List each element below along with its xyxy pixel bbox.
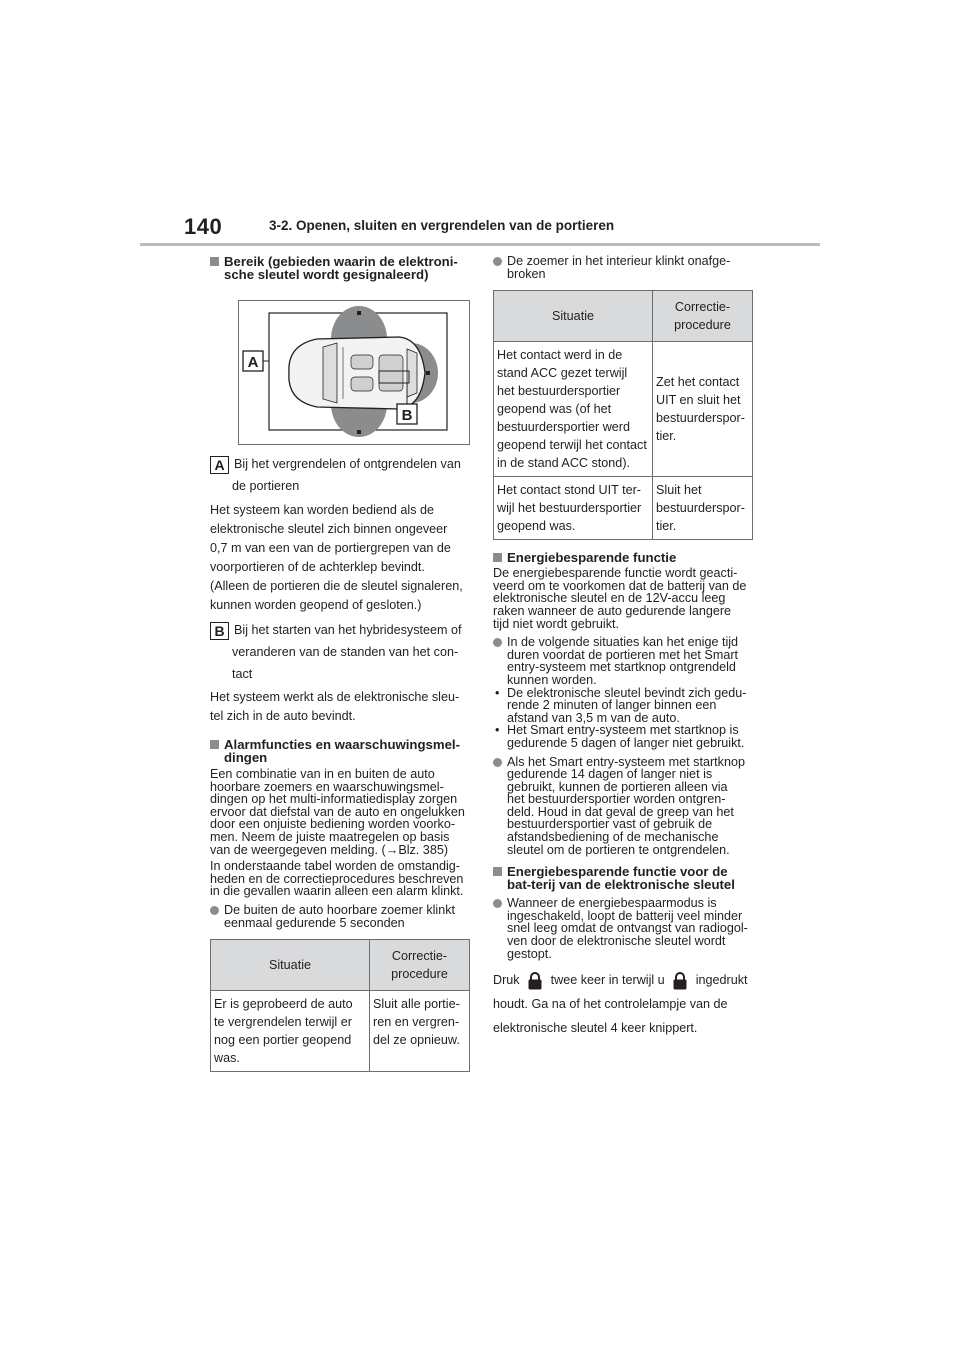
round-bullet-icon <box>493 899 502 908</box>
dash-item: • De elektronische sleutel bevindt zich gedu- rende 2 minuten of langer binnen een afstand van 3,5 m van de auto. <box>495 685 747 725</box>
item-a: A Bij het vergrendelen of ontgrendelen van <box>210 453 470 475</box>
alarm-heading: Alarmfuncties en waarschuwingsmel-dingen <box>210 738 470 764</box>
square-bullet-icon <box>210 257 219 266</box>
table-row <box>494 342 753 477</box>
table-row <box>494 477 753 540</box>
outside-buzzer-table <box>210 939 470 1072</box>
table-cell-situation: Er is geprobeerd de auto te vergrendelen terwijl er nog een portier geopend was. <box>211 991 370 1072</box>
alarm-paragraph: Een combinatie van in en buiten de auto hoorbare zoemers en waarschuwingsmel- dingen op het multi-informatiedisplay zorgen ervoor dat diefstal van de auto en ongelukken door een onjuiste bediening worden voorko- men. Neem de juiste maatregelen op basis van de weergegeven melding. (→Blz. 385) <box>210 767 465 857</box>
energy-14-days-bullet: Als het Smart entry-systeem met startknop gedurende 14 dagen of langer niet is gebruikt, kunnen de portieren alleen via het bestuurdersportier worden ontgren- deld. Houd in dat geval de greep van het bestuurdersportier vast of gebruik de afstandsbediening of de mechanische sleutel om de portieren te ontgrendelen. <box>493 756 753 857</box>
key-energy-heading: Energiebesparende functie voor de bat-terij van de elektronische sleutel <box>493 865 753 891</box>
round-bullet-icon <box>493 638 502 647</box>
key-energy-bullet: Wanneer de energiebespaarmodus is ingeschakeld, loopt de batterij veel minder snel leeg omdat de ontvangst van radiogol- ven door de elektronische sleutel wordt gestopt. <box>493 897 753 960</box>
table-intro-paragraph: In onderstaande tabel worden de omstandig- heden en de correctieprocedures beschreven in die gevallen waarin alleen een alarm klinkt. <box>210 859 464 899</box>
range-heading: Bereik (gebieden waarin de elektroni-sche sleutel wordt gesignaleerd) <box>210 255 470 281</box>
table-header-correction: Correctie- procedure <box>370 940 470 991</box>
left-column: Bereik (gebieden waarin de elektroni-sche sleutel wordt gesignaleerd) A B A Bij het vergrendelen of ontgrendelen van de portieren Het systeem kan worden bediend als de elektronische sleutel zich binnen ongeveer 0,7 m van een van de portiergrepen van de voorportieren of de achterklep bevindt. (Alleen de portieren die de sleutel signaleren, kunnen worden geopend of gesloten.) B Bij het starten van het hybridesysteem of veranderen van de standen van het con- tact Het systeem werkt als de elektronische sleu- tel zich in de auto bevindt. Alarmfuncties en waarschuwingsmel-dingen Een combinatie van in en buiten de auto hoorbare zoemers en waarschuwingsmel- dingen op het multi-informatiedisplay zorgen ervoor dat diefstal van de auto en ongelukken door een onjuiste bediening worden voorko- men. Neem de juiste maatregelen op basis van de weergegeven melding. (→Blz. 385) In onderstaande tabel worden de omstandig- heden en de correctieprocedures beschreven in die gevallen waarin alleen een alarm klinkt. De buiten de auto hoorbare zoemer klinkt eenmaal gedurende 5 seconden Situatie Correctie- procedure Er is geprobeerd de auto te vergrendelen terwijl er nog een portier geopend was. Sluit alle portie- ren en vergren- del ze opnieuw. <box>210 255 470 1072</box>
table-cell-correction: Zet het contact UIT en sluit het bestuurderspor- tier. <box>653 342 753 477</box>
press-instruction: Druk twee keer in terwijl u ingedrukt houdt. Ga na of het controlelampje van de elektronische sleutel 4 keer knippert. <box>493 968 753 1040</box>
callout-a-badge: A <box>210 456 229 474</box>
dash-bullet-icon: • <box>495 723 500 738</box>
round-bullet-icon <box>210 906 219 915</box>
square-bullet-icon <box>493 867 502 876</box>
item-b: B Bij het starten van het hybridesysteem of <box>210 619 470 641</box>
range-paragraph: Het systeem kan worden bediend als de elektronische sleutel zich binnen ongeveer 0,7 m van een van de portiergrepen van de voorportieren of de achterklep bevindt. (Alleen de portieren die de sleutel signaleren, kunnen worden geopend of gesloten.) <box>210 503 463 612</box>
round-bullet-icon <box>493 758 502 767</box>
table-cell-situation: Het contact stond UIT ter- wijl het bestuurdersportier geopend was. <box>494 477 653 540</box>
table-header-situation: Situatie <box>494 291 653 342</box>
buzzer-outside-bullet: De buiten de auto hoorbare zoemer klinkt eenmaal gedurende 5 seconden <box>210 904 470 929</box>
dash-bullet-icon: • <box>495 685 500 700</box>
buzzer-inside-bullet: De zoemer in het interieur klinkt onafge- broken <box>493 255 753 280</box>
table-cell-correction: Sluit alle portie- ren en vergren- del ze opnieuw. <box>370 991 470 1072</box>
section-title: 3-2. Openen, sluiten en vergrendelen van de portieren <box>269 218 615 233</box>
callout-b-badge: B <box>210 622 229 640</box>
energy-delay-bullet: In de volgende situaties kan het enige tijd duren voordat de portieren met het Smart entry-systeem met startknop ontgrendeld kunnen worden. <box>493 636 753 686</box>
inside-paragraph: Het systeem werkt als de elektronische sleu- tel zich in de auto bevindt. <box>210 690 460 723</box>
round-bullet-icon <box>493 257 502 266</box>
right-column <box>493 255 753 1040</box>
table-header-correction: Correctie- procedure <box>653 291 753 342</box>
table-cell-situation: Het contact werd in de stand ACC gezet terwijl het bestuurdersportier geopend was (of het bestuurdersportier werd geopend terwijl het contact in de stand ACC stond). <box>494 342 653 477</box>
energy-paragraph: De energiebesparende functie wordt geacti- veerd om te voorkomen dat de batterij van de elektronische sleutel en de 12V-accu leeg raken wanneer de auto gedurende langere tijd niet wordt gebruikt. <box>493 566 747 631</box>
square-bullet-icon <box>493 553 502 562</box>
table-row <box>211 991 470 1072</box>
figure-label-b: B <box>401 407 413 424</box>
inside-buzzer-table <box>493 290 753 540</box>
page-number: 140 <box>184 214 223 239</box>
energy-heading: Energiebesparende functie <box>493 551 753 564</box>
car-range-illustration <box>239 301 469 444</box>
square-bullet-icon <box>210 740 219 749</box>
lock-icon <box>527 971 543 991</box>
lock-icon <box>672 971 688 991</box>
dash-item: • Het Smart entry-systeem met startknop is gedurende 5 dagen of langer niet gebruikt. <box>495 723 745 750</box>
table-cell-correction: Sluit het bestuurderspor- tier. <box>653 477 753 540</box>
key-range-figure <box>238 300 470 445</box>
table-header-situation: Situatie <box>211 940 370 991</box>
figure-label-a: A <box>247 354 259 371</box>
header-rule <box>140 243 820 246</box>
